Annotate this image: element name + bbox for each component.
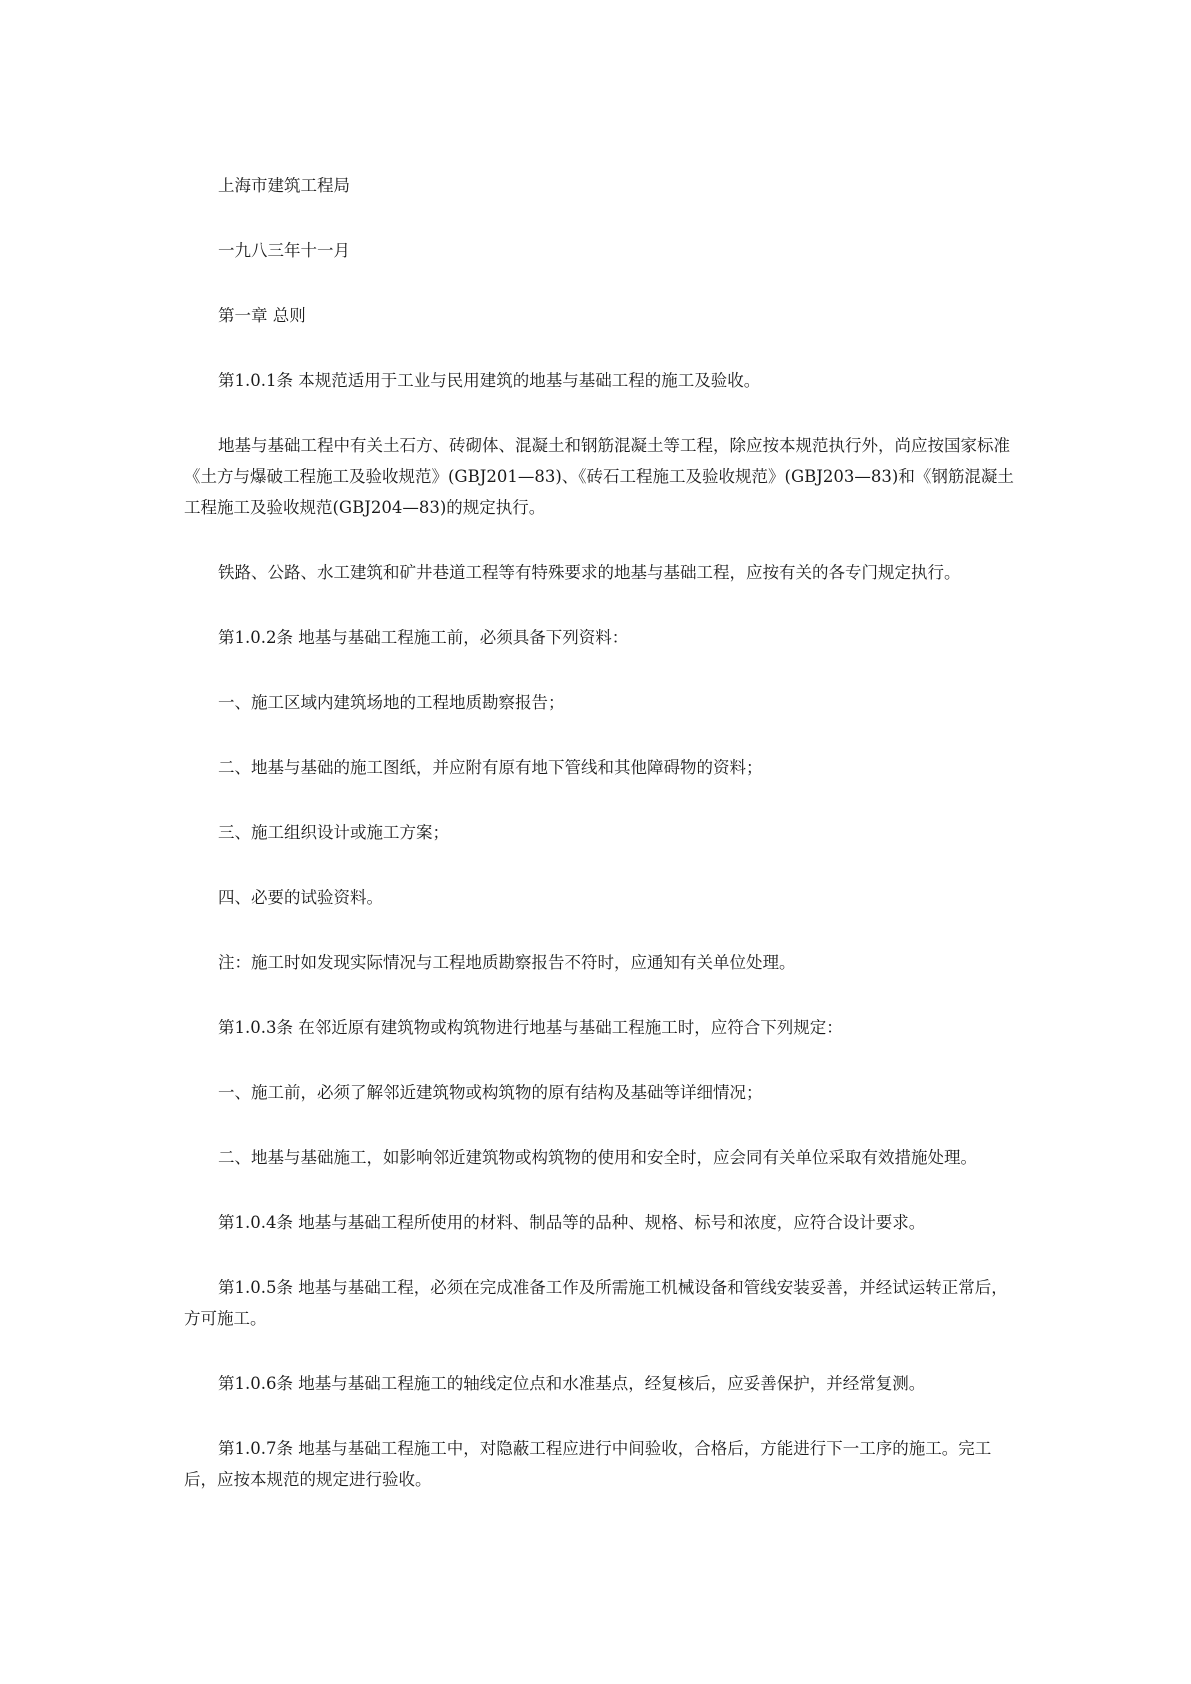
article-1-0-2-item-2: 二、地基与基础的施工图纸，并应附有原有地下管线和其他障碍物的资料； <box>218 758 763 777</box>
article-1-0-7: 第1.0.7条 地基与基础工程施工中，对隐蔽工程应进行中间验收，合格后，方能进行下一工序的施工。完工后，应按本规范的规定进行验收。 <box>184 1439 992 1489</box>
article-1-0-5: 第1.0.5条 地基与基础工程，必须在完成准备工作及所需施工机械设备和管线安装妥善，并经试运转正常后，方可施工。 <box>184 1278 1008 1328</box>
article-1-0-2-item-4: 四、必要的试验资料。 <box>218 888 383 907</box>
article-1-0-3-item-2: 二、地基与基础施工，如影响邻近建筑物或构筑物的使用和安全时，应会同有关单位采取有效措施处理。 <box>218 1148 977 1167</box>
article-1-0-1-para-2: 地基与基础工程中有关土石方、砖砌体、混凝土和钢筋混凝土等工程，除应按本规范执行外，尚应按国家标准《土方与爆破工程施工及验收规范》(GBJ201—83)、《砖石工程施工及验收规范》(GBJ203—83)和《钢筋混凝土工程施工及验收规范(GBJ204—83)的规定执行。 <box>184 436 1014 517</box>
article-1-0-2: 第1.0.2条 地基与基础工程施工前，必须具备下列资料： <box>218 628 629 647</box>
article-1-0-2-item-1: 一、施工区域内建筑场地的工程地质勘察报告； <box>218 693 565 712</box>
article-1-0-4: 第1.0.4条 地基与基础工程所使用的材料、制品等的品种、规格、标号和浓度，应符合设计要求。 <box>218 1213 926 1232</box>
article-1-0-2-note: 注：施工时如发现实际情况与工程地质勘察报告不符时，应通知有关单位处理。 <box>218 953 796 972</box>
article-1-0-6: 第1.0.6条 地基与基础工程施工的轴线定位点和水准基点，经复核后，应妥善保护，并经常复测。 <box>218 1374 926 1393</box>
article-1-0-2-item-3: 三、施工组织设计或施工方案； <box>218 823 449 842</box>
document-body <box>184 170 1024 1495</box>
chapter-title: 第一章 总则 <box>218 306 306 325</box>
issuer-line: 上海市建筑工程局 <box>218 176 350 195</box>
article-1-0-3-item-1: 一、施工前，必须了解邻近建筑物或构筑物的原有结构及基础等详细情况； <box>218 1083 763 1102</box>
article-1-0-1-para-3: 铁路、公路、水工建筑和矿井巷道工程等有特殊要求的地基与基础工程，应按有关的各专门规定执行。 <box>218 563 961 582</box>
article-1-0-1: 第1.0.1条 本规范适用于工业与民用建筑的地基与基础工程的施工及验收。 <box>218 371 761 390</box>
date-line: 一九八三年十一月 <box>218 241 350 260</box>
article-1-0-3: 第1.0.3条 在邻近原有建筑物或构筑物进行地基与基础工程施工时，应符合下列规定： <box>218 1018 843 1037</box>
